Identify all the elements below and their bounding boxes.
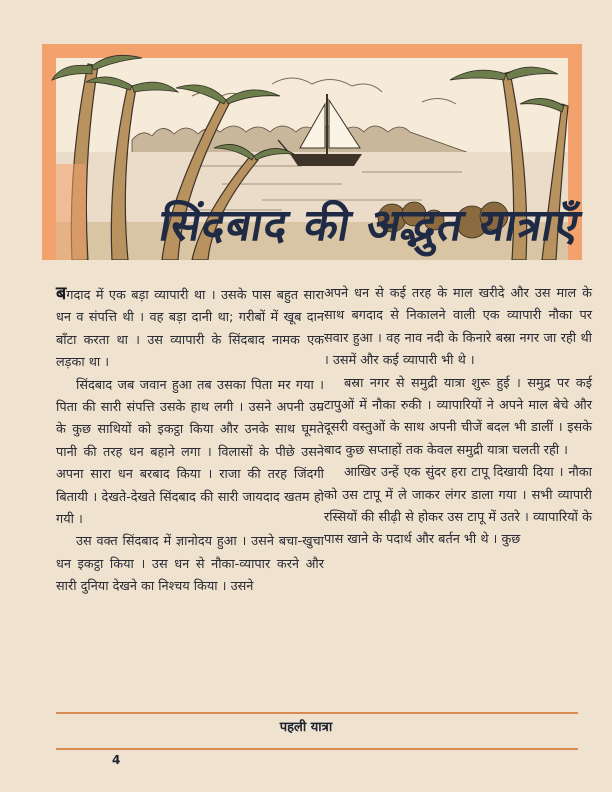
story-title: सिंदबाद की अद्भुत यात्राएँ (155, 200, 585, 251)
paragraph-text: गदाद में एक बड़ा व्यापारी था । उसके पास बहुत सारा धन व संपत्ति थी । वह बड़ा दानी था; गरीबों में खूब दान बाँटा करता था । उस व्यापारी के सिंदबाद नामक एक लड़का था । (56, 288, 324, 371)
text-column-left (56, 283, 324, 599)
footer-divider-bottom (56, 748, 578, 750)
paragraph: उस वक्त सिंदबाद में ज्ञानोदय हुआ । उसने बचा-खुचा धन इकट्ठा किया । उस धन से नौका-व्यापार करने और सारी दुनिया देखने का निश्चय किया । उसने (56, 534, 324, 595)
paragraph: बस्रा नगर से समुद्री यात्रा शुरू हुई । समुद्र पर कई टापुओं में नौका रुकी । व्यापारियों ने अपने माल बेचे और दूसरी वस्तुओं के साथ अपनी चीजें बदल भी डालीं । इसके बाद कुछ सप्ताहों तक केवल समुद्री यात्रा चलती रही । (324, 375, 592, 458)
page-number: 4 (112, 753, 121, 767)
text-column-right (324, 283, 592, 552)
paragraph: अपने धन से कई तरह के माल खरीदे और उस माल के साथ बगदाद से निकालने वाली एक व्यापारी नौका पर सवार हुआ । वह नाव नदी के किनारे बस्रा नगर जा रही थी । उसमें और कई व्यापारी भी थे । (324, 286, 592, 369)
chapter-title: पहली यात्रा (279, 720, 333, 735)
paragraph (56, 283, 324, 375)
paragraph: सिंदबाद जब जवान हुआ तब उसका पिता मर गया । पिता की सारी संपत्ति उसके हाथ लगी । उसने अपनी उम्र के कुछ साथियों को इकट्ठा किया और उनके साथ घूमते पानी की तरह धन बहाने लगा । विलासों के पीछे उसने अपना सारा धन बरबाद किया । राजा की तरह जिंदगी बितायी । देखते-देखते सिंदबाद की सारी जायदाद खतम हो गयी । (56, 377, 324, 528)
drop-cap: ब (56, 283, 67, 304)
paragraph: आखिर उन्हें एक सुंदर हरा टापू दिखायी दिया । नौका को उस टापू में ले जाकर लंगर डाला गया । सभी व्यापारी रस्सियों की सीढ़ी से होकर उस टापू में उतरे । व्यापारियों के पास खाने के पदार्थ और बर्तन भी थे । कुछ (324, 465, 592, 548)
footer-divider-top (56, 712, 578, 714)
